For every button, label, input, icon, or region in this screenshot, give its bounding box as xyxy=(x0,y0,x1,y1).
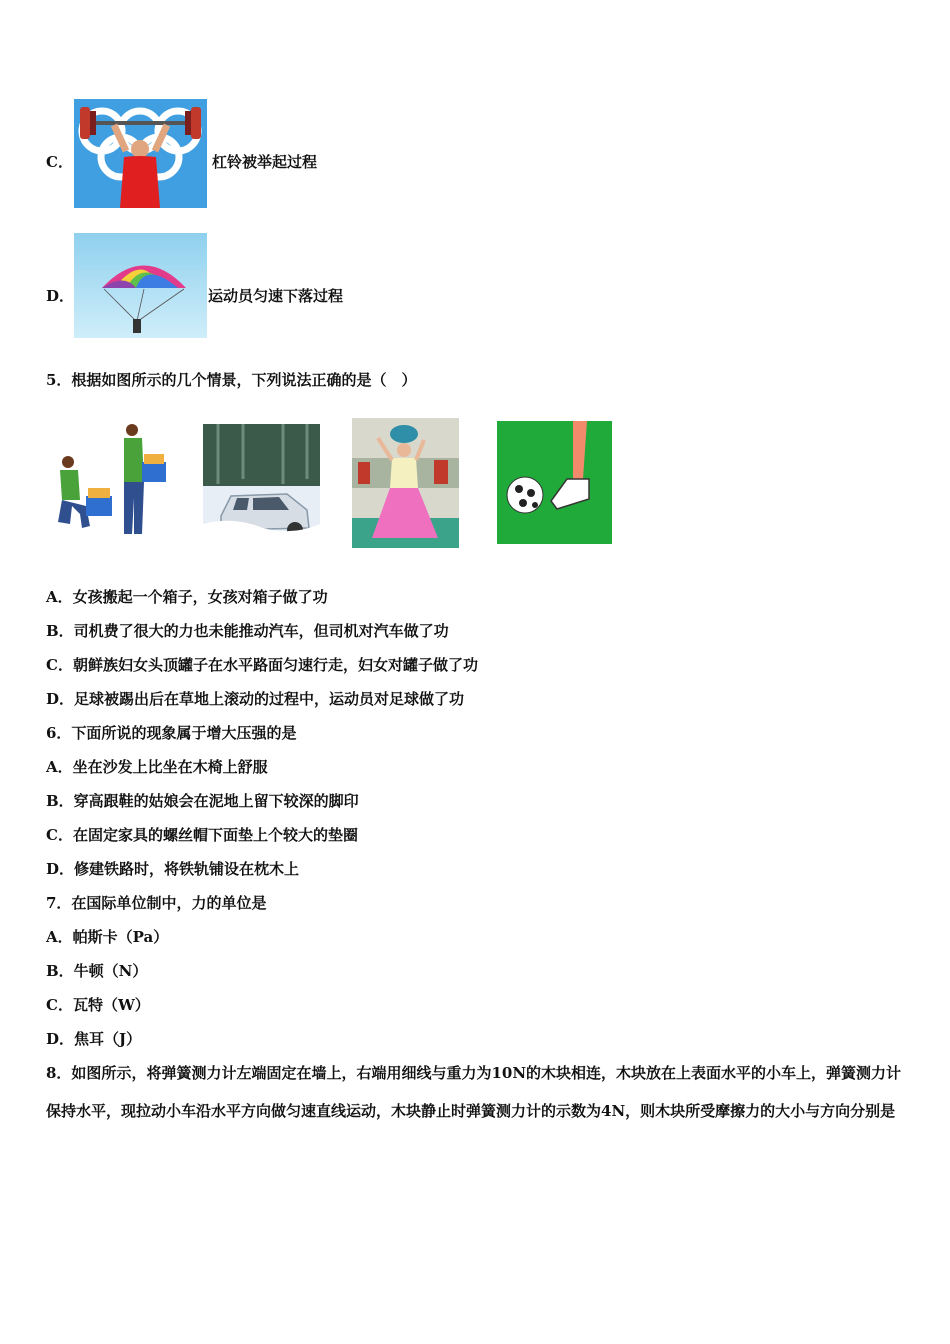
q4-option-c-letter: C． xyxy=(46,153,73,171)
q5-option-c: C．朝鲜族妇女头顶罐子在水平路面匀速行走，妇女对罐子做了功 xyxy=(46,656,478,674)
q5-option-d: D．足球被踢出后在草地上滚动的过程中，运动员对足球做了功 xyxy=(46,690,465,708)
woman-carrying-jar-photo xyxy=(352,418,459,548)
car-in-snow-photo xyxy=(203,424,320,542)
q8-stem: 8．如图所示，将弹簧测力计左端固定在墙上，右端用细线与重力为10N的木块相连，木块放在上表面水平的小车上，弹簧测力计保持水平，现拉动小车沿水平方向做匀速直线运动，木块静止时弹簧测力计的示数为4N，则木块所受摩擦力的大小与方向分别是 xyxy=(46,1064,902,1120)
q6-option-a: A．坐在沙发上比坐在木椅上舒服 xyxy=(46,758,268,776)
q5-stem: 5．根据如图所示的几个情景，下列说法正确的是（ ） xyxy=(46,371,417,389)
q7-option-b: B．牛顿（N） xyxy=(46,962,148,980)
q7-option-a: A．帕斯卡（Pa） xyxy=(46,928,169,946)
weightlifter-photo xyxy=(74,99,207,208)
q7-option-c: C．瓦特（W） xyxy=(46,996,150,1014)
q5-option-a: A．女孩搬起一个箱子，女孩对箱子做了功 xyxy=(46,588,328,606)
q7-stem: 7．在国际单位制中，力的单位是 xyxy=(46,894,267,912)
q7-option-d: D．焦耳（J） xyxy=(46,1030,142,1048)
q6-option-c: C．在固定家具的螺丝帽下面垫上个较大的垫圈 xyxy=(46,826,358,844)
kicking-football-photo xyxy=(497,421,612,544)
q6-stem: 6．下面所说的现象属于增大压强的是 xyxy=(46,724,297,742)
q6-option-d: D．修建铁路时，将铁轨铺设在枕木上 xyxy=(46,860,300,878)
q4-option-d-letter: D． xyxy=(46,287,75,305)
parachute-photo xyxy=(74,233,207,338)
q5-option-b: B．司机费了很大的力也未能推动汽车，但司机对汽车做了功 xyxy=(46,622,449,640)
q4-option-c-text: 杠铃被举起过程 xyxy=(212,153,318,171)
girl-lifting-box-illustration xyxy=(50,422,172,540)
q4-option-d-text: 运动员匀速下落过程 xyxy=(208,287,344,305)
q6-option-b: B．穿高跟鞋的姑娘会在泥地上留下较深的脚印 xyxy=(46,792,359,810)
